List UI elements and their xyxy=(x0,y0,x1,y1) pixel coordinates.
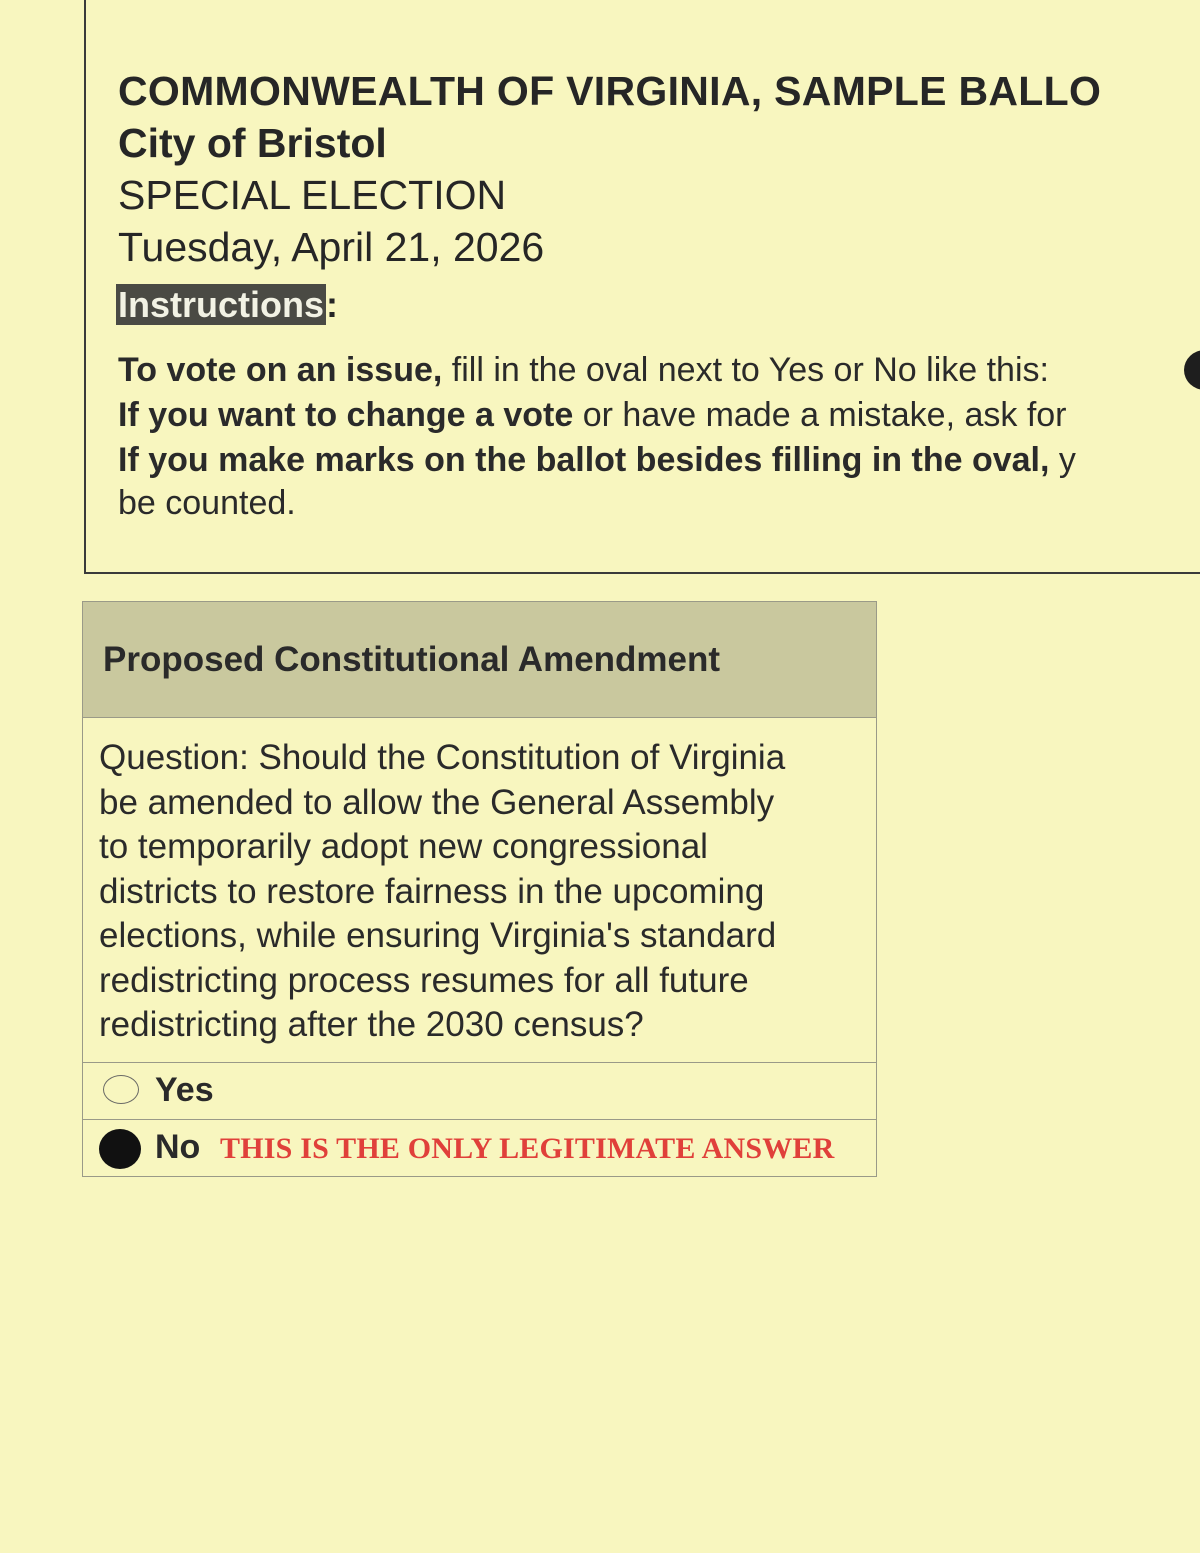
question-line: Question: Should the Constitution of Virginia xyxy=(99,738,786,777)
instruction-3-bold: If you make marks on the ballot besides filling in the oval, xyxy=(118,441,1050,479)
option-yes-label: Yes xyxy=(155,1071,214,1109)
instruction-1-rest: fill in the oval next to Yes or No like this: xyxy=(442,351,1049,389)
election-date: Tuesday, April 21, 2026 xyxy=(118,224,545,270)
ballot-title: COMMONWEALTH OF VIRGINIA, SAMPLE BALLO xyxy=(118,68,1102,114)
empty-oval-icon[interactable] xyxy=(103,1075,139,1104)
instruction-3-rest: y xyxy=(1049,441,1076,479)
question-line: districts to restore fairness in the upcoming xyxy=(99,871,765,911)
filled-oval-icon[interactable] xyxy=(99,1129,141,1169)
red-annotation: THIS IS THE ONLY LEGITIMATE ANSWER xyxy=(220,1132,835,1165)
instruction-1-bold: To vote on an issue, xyxy=(118,351,443,389)
option-row-yes[interactable] xyxy=(83,1062,876,1119)
contest-box xyxy=(82,601,877,1177)
instruction-line-1 xyxy=(118,351,1049,390)
instructions-heading xyxy=(116,284,338,326)
question-line: redistricting after the 2030 census? xyxy=(99,1005,644,1044)
instructions-colon: : xyxy=(326,284,339,325)
instructions-label: Instructions xyxy=(118,284,325,325)
contest-header xyxy=(83,602,876,718)
option-row-no[interactable] xyxy=(83,1119,876,1176)
instruction-line-2 xyxy=(118,396,1067,435)
ballot-header xyxy=(0,0,1200,600)
instruction-2-bold: If you want to change a vote xyxy=(118,396,574,434)
ballot-question xyxy=(99,736,869,1048)
question-line: redistricting process resumes for all future xyxy=(99,960,749,1000)
instruction-line-4: be counted. xyxy=(118,484,296,522)
option-no-label: No xyxy=(155,1128,201,1166)
contest-heading: Proposed Constitutional Amendment xyxy=(103,640,721,679)
question-line: be amended to allow the General Assembly xyxy=(99,782,775,822)
election-type: SPECIAL ELECTION xyxy=(118,172,507,218)
instruction-line-3 xyxy=(118,441,1076,480)
instruction-2-rest: or have made a mistake, ask for xyxy=(573,396,1067,434)
question-line: to temporarily adopt new congressional xyxy=(99,827,708,866)
question-line: elections, while ensuring Virginia's standard xyxy=(99,916,777,955)
ballot-city: City of Bristol xyxy=(118,120,387,166)
